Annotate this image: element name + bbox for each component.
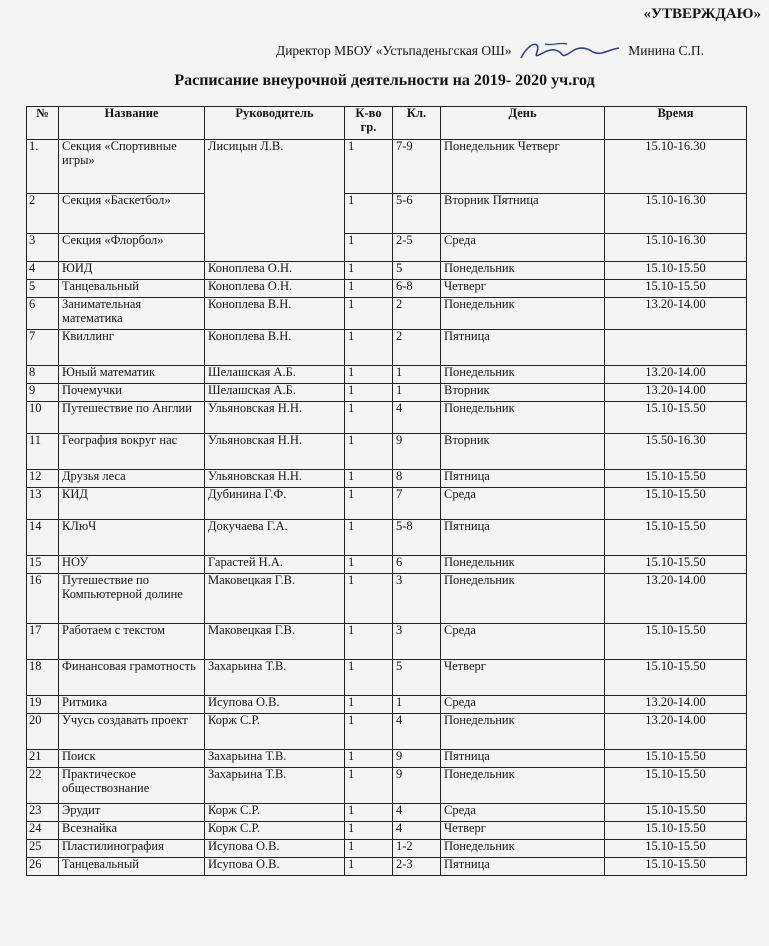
day: Понедельник Четверг [441,140,605,194]
director-title: Директор МБОУ «Устьпаденьгская ОШ» [276,43,512,59]
time: 15.10-15.50 [605,262,747,280]
time: 13.20-14.00 [605,696,747,714]
group-count: 1 [345,822,393,840]
time: 15.10-15.50 [605,488,747,520]
grade: 4 [393,822,441,840]
row-number: 10 [27,402,59,434]
table-row [27,262,747,280]
group-count: 1 [345,330,393,366]
activity-name: Юный математик [59,366,205,384]
time: 15.10-16.30 [605,194,747,234]
signature-icon [515,38,625,66]
grade: 6-8 [393,280,441,298]
day: Четверг [441,822,605,840]
grade: 4 [393,714,441,750]
group-count: 1 [345,858,393,876]
leader-name: Ульяновская Н.Н. [205,402,345,434]
grade: 9 [393,768,441,804]
group-count: 1 [345,488,393,520]
time: 15.10-15.50 [605,280,747,298]
leader-name: Корж С.Р. [205,714,345,750]
row-number: 12 [27,470,59,488]
table-row [27,280,747,298]
activity-name: КИД [59,488,205,520]
group-count: 1 [345,470,393,488]
activity-name: Танцевальный [59,858,205,876]
activity-name: Танцевальный [59,280,205,298]
day: Среда [441,488,605,520]
day: Пятница [441,470,605,488]
leader-name: Корж С.Р. [205,822,345,840]
time: 13.20-14.00 [605,714,747,750]
grade: 9 [393,750,441,768]
grade: 5 [393,660,441,696]
time: 15.10-15.50 [605,750,747,768]
time: 15.10-15.50 [605,520,747,556]
table-row [27,366,747,384]
grade: 2 [393,330,441,366]
table-row [27,556,747,574]
leader-name: Шелашская А.Б. [205,366,345,384]
day: Понедельник [441,768,605,804]
time: 13.20-14.00 [605,574,747,624]
table-row [27,140,747,194]
day: Четверг [441,280,605,298]
col-header-time: Время [605,107,747,140]
group-count: 1 [345,194,393,234]
leader-name: Исупова О.В. [205,840,345,858]
grade: 2-3 [393,858,441,876]
activity-name: Квиллинг [59,330,205,366]
row-number: 20 [27,714,59,750]
day: Пятница [441,750,605,768]
row-number: 8 [27,366,59,384]
row-number: 25 [27,840,59,858]
grade: 3 [393,624,441,660]
table-row [27,384,747,402]
leader-name: Коноплева В.Н. [205,298,345,330]
day: Среда [441,696,605,714]
row-number: 9 [27,384,59,402]
table-row [27,234,747,262]
activity-name: Друзья леса [59,470,205,488]
activity-name: ЮИД [59,262,205,280]
activity-name: Секция «Флорбол» [59,234,205,262]
grade: 5-6 [393,194,441,234]
group-count: 1 [345,402,393,434]
activity-name: Секция «Спортивные игры» [59,140,205,194]
grade: 1 [393,366,441,384]
table-row [27,624,747,660]
row-number: 16 [27,574,59,624]
table-row [27,330,747,366]
row-number: 3 [27,234,59,262]
time: 15.10-15.50 [605,768,747,804]
grade: 7-9 [393,140,441,194]
schedule-table [26,106,747,876]
leader-name: Захарьина Т.В. [205,768,345,804]
grade: 8 [393,470,441,488]
leader-name: Гарастей Н.А. [205,556,345,574]
group-count: 1 [345,624,393,660]
time: 15.10-15.50 [605,556,747,574]
activity-name: Поиск [59,750,205,768]
grade: 2-5 [393,234,441,262]
col-header-grade: Кл. [393,107,441,140]
day: Среда [441,234,605,262]
row-number: 1. [27,140,59,194]
day: Пятница [441,330,605,366]
page-title: Расписание внеурочной деятельности на 2019- 2020 уч.год [174,72,595,89]
grade: 4 [393,402,441,434]
day: Пятница [441,520,605,556]
leader-name: Докучаева Г.А. [205,520,345,556]
day: Вторник Пятница [441,194,605,234]
leader-name: Маковецкая Г.В. [205,574,345,624]
col-header-groups: К-во гр. [345,107,393,140]
table-row [27,660,747,696]
group-count: 1 [345,234,393,262]
grade: 6 [393,556,441,574]
time: 15.10-15.50 [605,804,747,822]
group-count: 1 [345,840,393,858]
director-name: Минина С.П. [628,43,705,59]
time: 13.20-14.00 [605,384,747,402]
activity-name: Учусь создавать проект [59,714,205,750]
col-header-name: Название [59,107,205,140]
day: Понедельник [441,574,605,624]
table-row [27,768,747,804]
day: Понедельник [441,298,605,330]
day: Понедельник [441,840,605,858]
day: Четверг [441,660,605,696]
group-count: 1 [345,660,393,696]
group-count: 1 [345,574,393,624]
time: 15.50-16.30 [605,434,747,470]
leader-name: Коноплева О.Н. [205,262,345,280]
day: Пятница [441,858,605,876]
activity-name: Путешествие по Компьютерной долине [59,574,205,624]
row-number: 2 [27,194,59,234]
row-number: 23 [27,804,59,822]
leader-name: Коноплева О.Н. [205,280,345,298]
day: Понедельник [441,714,605,750]
table-row [27,488,747,520]
director-line [276,38,766,66]
row-number: 6 [27,298,59,330]
activity-name: География вокруг нас [59,434,205,470]
leader-name: Шелашская А.Б. [205,384,345,402]
leader-name: Ульяновская Н.Н. [205,434,345,470]
grade: 4 [393,804,441,822]
activity-name: Пластилинография [59,840,205,858]
grade: 1 [393,384,441,402]
time: 15.10-15.50 [605,660,747,696]
table-row [27,858,747,876]
group-count: 1 [345,520,393,556]
row-number: 21 [27,750,59,768]
group-count: 1 [345,750,393,768]
leader-name: Захарьина Т.В. [205,660,345,696]
activity-name: НОУ [59,556,205,574]
activity-name: Эрудит [59,804,205,822]
row-number: 18 [27,660,59,696]
leader-name: Дубинина Г.Ф. [205,488,345,520]
row-number: 5 [27,280,59,298]
time: 15.10-15.50 [605,470,747,488]
group-count: 1 [345,140,393,194]
activity-name: Всезнайка [59,822,205,840]
activity-name: КЛюЧ [59,520,205,556]
activity-name: Ритмика [59,696,205,714]
leader-name: Лисицын Л.В. [205,140,345,262]
table-header-row [27,107,747,140]
table-row [27,434,747,470]
leader-name: Захарьина Т.В. [205,750,345,768]
day: Понедельник [441,402,605,434]
col-header-leader: Руководитель [205,107,345,140]
day: Среда [441,804,605,822]
activity-name: Финансовая грамотность [59,660,205,696]
activity-name: Занимательная математика [59,298,205,330]
row-number: 11 [27,434,59,470]
col-header-number: № [27,107,59,140]
row-number: 15 [27,556,59,574]
group-count: 1 [345,280,393,298]
leader-name: Исупова О.В. [205,858,345,876]
time: 15.10-15.50 [605,402,747,434]
day: Понедельник [441,556,605,574]
activity-name: Секция «Баскетбол» [59,194,205,234]
grade: 1-2 [393,840,441,858]
group-count: 1 [345,556,393,574]
table-row [27,298,747,330]
row-number: 17 [27,624,59,660]
table-row [27,714,747,750]
day: Понедельник [441,262,605,280]
table-row [27,804,747,822]
row-number: 24 [27,822,59,840]
time: 13.20-14.00 [605,366,747,384]
group-count: 1 [345,434,393,470]
day: Вторник [441,434,605,470]
group-count: 1 [345,804,393,822]
grade: 7 [393,488,441,520]
grade: 1 [393,696,441,714]
time: 13.20-14.00 [605,298,747,330]
col-header-day: День [441,107,605,140]
grade: 5 [393,262,441,280]
group-count: 1 [345,768,393,804]
row-number: 19 [27,696,59,714]
activity-name: Путешествие по Англии [59,402,205,434]
grade: 5-8 [393,520,441,556]
activity-name: Почемучки [59,384,205,402]
row-number: 7 [27,330,59,366]
grade: 2 [393,298,441,330]
grade: 9 [393,434,441,470]
time: 15.10-16.30 [605,140,747,194]
table-row [27,402,747,434]
approval-stamp-text: «УТВЕРЖДАЮ» [643,6,761,22]
day: Понедельник [441,366,605,384]
leader-name: Исупова О.В. [205,696,345,714]
leader-name: Коноплева В.Н. [205,330,345,366]
table-row [27,574,747,624]
group-count: 1 [345,714,393,750]
time: 15.10-15.50 [605,840,747,858]
time: 15.10-16.30 [605,234,747,262]
table-row [27,520,747,556]
time: 15.10-15.50 [605,822,747,840]
time [605,330,747,366]
day: Среда [441,624,605,660]
row-number: 26 [27,858,59,876]
row-number: 14 [27,520,59,556]
time: 15.10-15.50 [605,858,747,876]
table-row [27,840,747,858]
row-number: 4 [27,262,59,280]
day: Вторник [441,384,605,402]
grade: 3 [393,574,441,624]
row-number: 22 [27,768,59,804]
leader-name: Маковецкая Г.В. [205,624,345,660]
leader-name: Ульяновская Н.Н. [205,470,345,488]
row-number: 13 [27,488,59,520]
activity-name: Работаем с текстом [59,624,205,660]
table-row [27,822,747,840]
group-count: 1 [345,384,393,402]
table-row [27,194,747,234]
table-row [27,750,747,768]
group-count: 1 [345,262,393,280]
group-count: 1 [345,366,393,384]
table-row [27,696,747,714]
group-count: 1 [345,298,393,330]
activity-name: Практическое обществознание [59,768,205,804]
time: 15.10-15.50 [605,624,747,660]
leader-name: Корж С.Р. [205,804,345,822]
table-row [27,470,747,488]
group-count: 1 [345,696,393,714]
